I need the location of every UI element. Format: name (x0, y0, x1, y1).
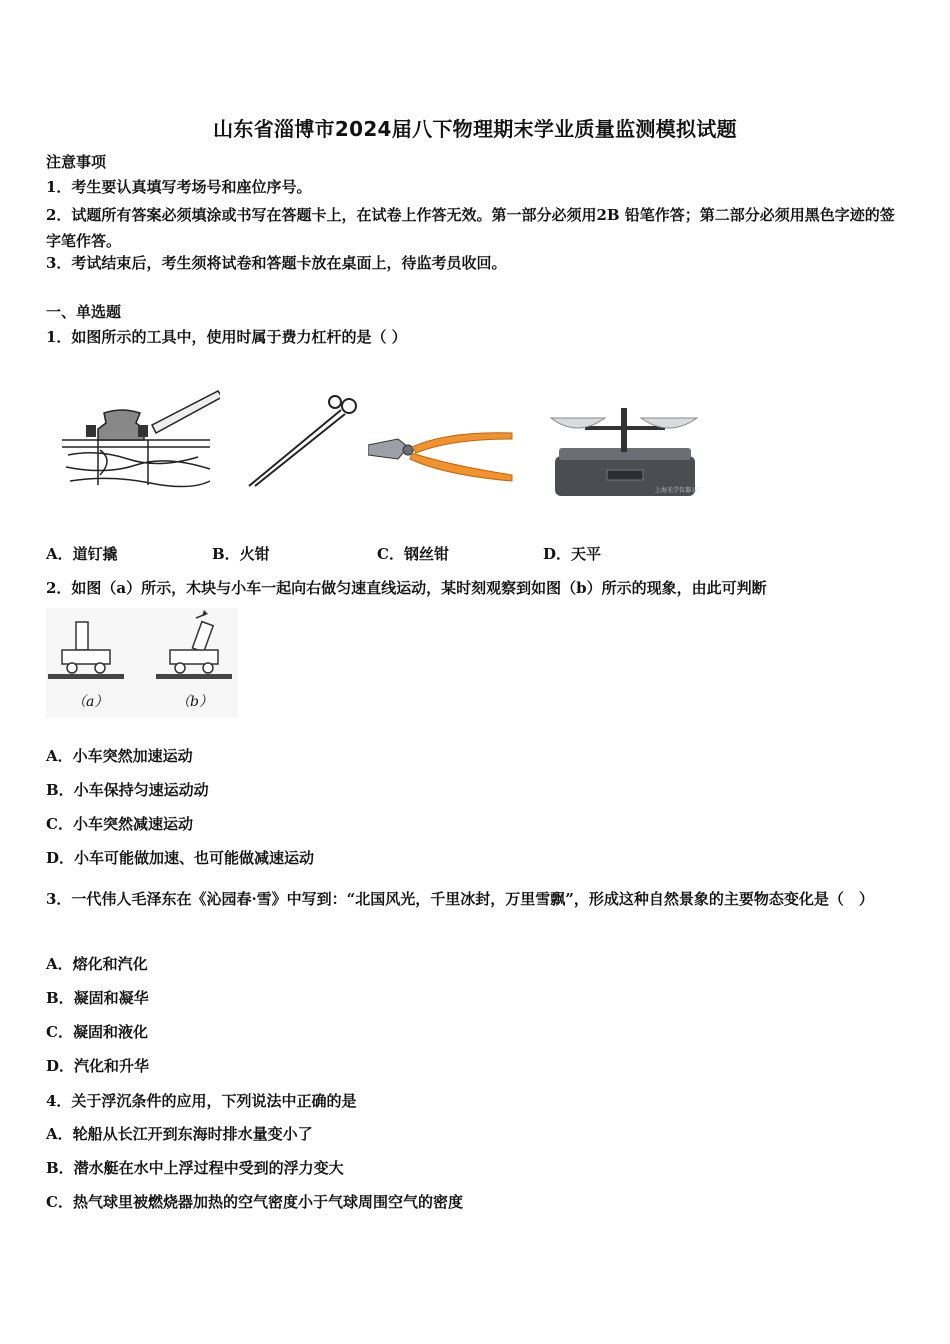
q2-stem: 2．如图（a）所示，木块与小车一起向右做匀速直线运动，某时刻观察到如图（b）所示的现象，由此可判断 (46, 579, 767, 597)
q4-option-b: B．潜水艇在水中上浮过程中受到的浮力变大 (46, 1159, 344, 1177)
page-title: 山东省淄博市2024届八下物理期末学业质量监测模拟试题 (213, 117, 737, 141)
notice-item-3: 3．考试结束后，考生须将试卷和答题卡放在桌面上，待监考员收回。 (46, 254, 507, 272)
pliers-icon (368, 425, 516, 485)
q2-option-c: C．小车突然减速运动 (46, 815, 193, 833)
section-heading: 一、单选题 (46, 303, 122, 321)
q4-option-a: A．轮船从长江开到东海时排水量变小了 (46, 1125, 313, 1143)
q2-figure-label-a: （a） (72, 694, 109, 710)
q2-option-b: B．小车保持匀速运动动 (46, 781, 209, 799)
balance-caption: 上海光学仪器五厂 (655, 487, 704, 494)
q3-stem: 3．一代伟人毛泽东在《沁园春·雪》中写到：“北国风光，千里冰封，万里雪飘”，形成这种自然景象的主要物态变化是（ ） (46, 890, 874, 908)
q3-option-d: D．汽化和升华 (46, 1057, 150, 1075)
q1-option-a: A．道钉撬 (46, 545, 118, 563)
fire-tongs-icon (245, 392, 365, 492)
notice-item-1: 1．考生要认真填写考场号和座位序号。 (46, 178, 312, 196)
q4-option-c: C．热气球里被燃烧器加热的空气密度小于气球周围空气的密度 (46, 1193, 463, 1211)
q2-figure-label-b: （b） (176, 694, 213, 710)
q1-option-d: D．天平 (543, 545, 602, 563)
spike-puller-icon (60, 385, 220, 495)
q2-option-a: A．小车突然加速运动 (46, 747, 193, 765)
q2-option-d: D．小车可能做加速、也可能做减速运动 (46, 849, 315, 867)
q3-option-c: C．凝固和液化 (46, 1023, 148, 1041)
q1-stem: 1．如图所示的工具中，使用时属于费力杠杆的是（ ） (46, 328, 407, 346)
balance-scale-icon (545, 398, 705, 503)
notice-heading: 注意事项 (46, 153, 107, 171)
q1-option-c: C．钢丝钳 (377, 545, 449, 563)
q3-option-a: A．熔化和汽化 (46, 955, 148, 973)
q1-option-b: B．火钳 (212, 545, 270, 563)
notice-item-2: 2．试题所有答案必须填涂或书写在答题卡上，在试卷上作答无效。第一部分必须用2B 铅笔作答；第二部分必须用黑色字迹的签字笔作答。 (46, 206, 895, 250)
q4-stem: 4．关于浮沉条件的应用，下列说法中正确的是 (46, 1092, 357, 1110)
q3-option-b: B．凝固和凝华 (46, 989, 149, 1007)
